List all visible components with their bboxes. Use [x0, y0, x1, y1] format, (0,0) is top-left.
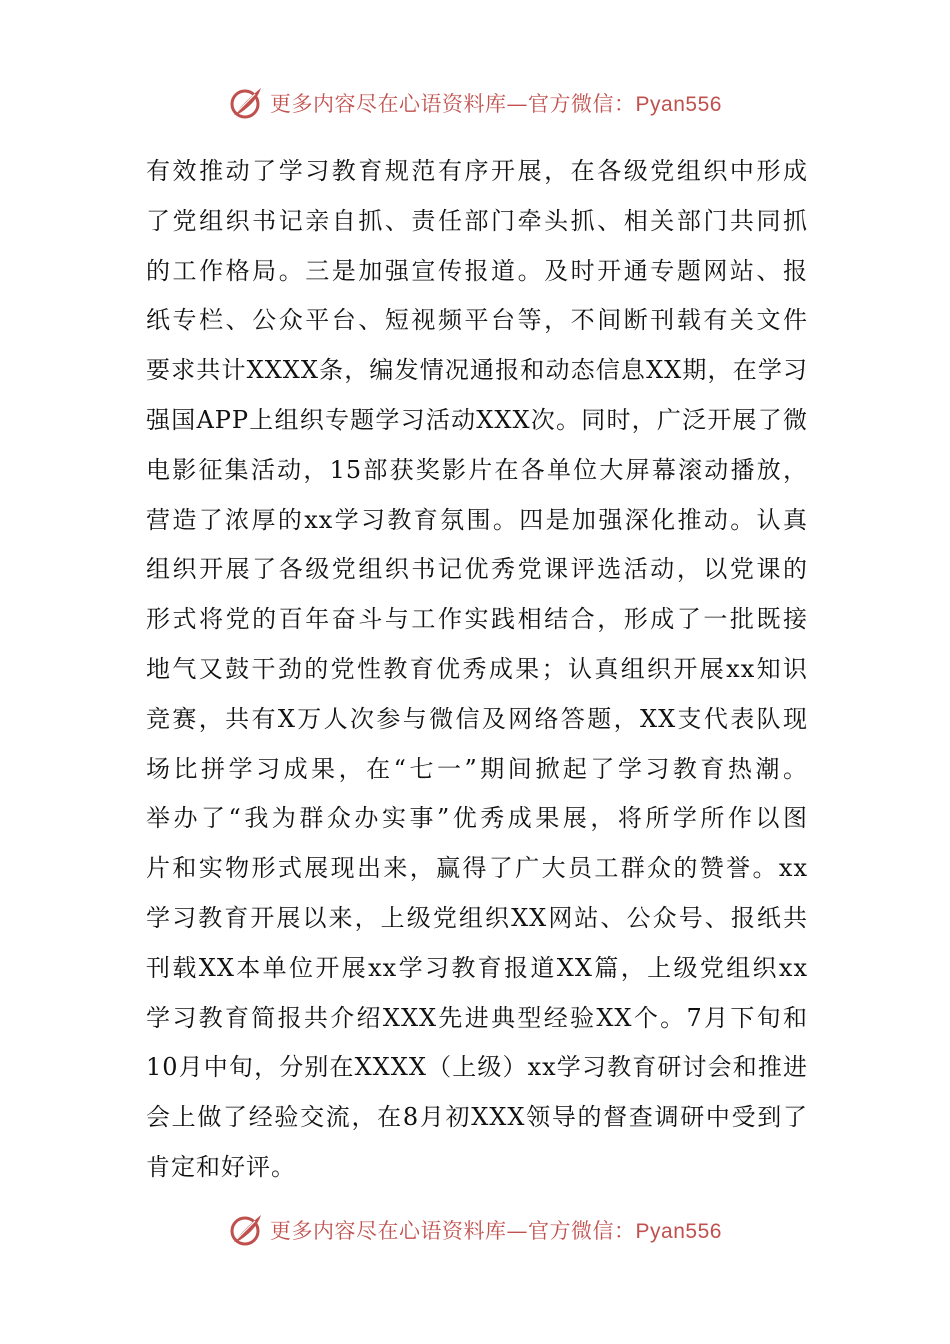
body-line-15: 片和实物形式展现出来，赢得了广大员工群众的赞誉。xx: [146, 854, 808, 883]
body-line-20: 会上做了经验交流，在8月初XXX领导的督查调研中受到了: [146, 1103, 808, 1132]
header-banner-text: [270, 88, 722, 118]
body-line-2: 了党组织书记亲自抓、责任部门牵头抓、相关部门共同抓: [146, 206, 808, 235]
body-line-16: 学习教育开展以来，上级党组织XX网站、公众号、报纸共: [146, 903, 808, 932]
body-line-7: 电影征集活动，15部获奖影片在各单位大屏幕滚动播放，: [146, 455, 808, 484]
footer-banner-inner: [228, 1212, 722, 1248]
body-line-12: 竞赛，共有X万人次参与微信及网络答题，XX支代表队现: [146, 704, 808, 733]
header-banner-inner: [228, 85, 722, 121]
header-banner: [0, 83, 950, 123]
quill-logo-icon: [228, 85, 264, 121]
body-line-3: 的工作格局。三是加强宣传报道。及时开通专题网站、报: [146, 256, 808, 285]
footer-banner-label: 更多内容尽在心语资料库—官方微信：: [270, 1219, 636, 1243]
body-line-6: 强国APP上组织专题学习活动XXX次。同时，广泛开展了微: [146, 405, 808, 434]
document-body: [146, 147, 808, 1193]
body-line-10: 形式将党的百年奋斗与工作实践相结合，形成了一批既接: [146, 605, 808, 634]
header-banner-label: 更多内容尽在心语资料库—官方微信：: [270, 92, 636, 116]
body-line-11: 地气又鼓干劲的党性教育优秀成果；认真组织开展xx知识: [146, 654, 808, 683]
footer-banner: [0, 1210, 950, 1250]
header-wechat-id: Pyan556: [635, 93, 722, 116]
body-line-4: 纸专栏、公众平台、短视频平台等，不间断刊载有关文件: [146, 306, 808, 335]
body-line-18: 学习教育简报共介绍XXX先进典型经验XX个。7月下旬和: [146, 1003, 808, 1032]
body-line-14: 举办了“我为群众办实事”优秀成果展，将所学所作以图: [146, 804, 808, 833]
body-line-8: 营造了浓厚的xx学习教育氛围。四是加强深化推动。认真: [146, 505, 808, 534]
quill-logo-icon: [228, 1212, 264, 1248]
footer-banner-text: [270, 1215, 722, 1245]
body-line-9: 组织开展了各级党组织书记优秀党课评选活动，以党课的: [146, 555, 808, 584]
body-line-19: 10月中旬，分别在XXXX（上级）xx学习教育研讨会和推进: [146, 1053, 808, 1082]
body-line-5: 要求共计XXXX条，编发情况通报和动态信息XX期，在学习: [146, 356, 808, 385]
footer-wechat-id: Pyan556: [635, 1220, 722, 1243]
body-line-17: 刊载XX本单位开展xx学习教育报道XX篇，上级党组织xx: [146, 953, 808, 982]
body-line-13: 场比拼学习成果，在“七一”期间掀起了学习教育热潮。: [146, 754, 808, 783]
body-line-1: 有效推动了学习教育规范有序开展，在各级党组织中形成: [146, 157, 808, 185]
body-line-21: 肯定和好评。: [146, 1152, 296, 1181]
